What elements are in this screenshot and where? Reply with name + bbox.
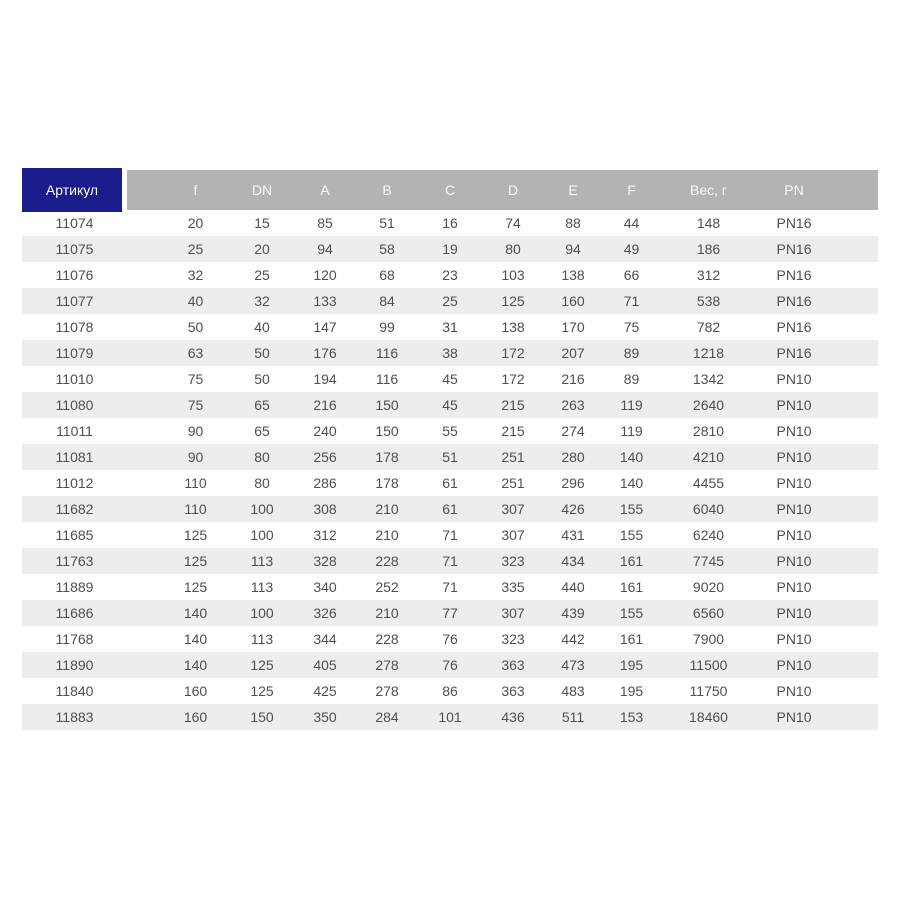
cell-article: 11077 bbox=[55, 293, 94, 309]
cell-f-cap: 140 bbox=[619, 449, 644, 465]
cell-a: 85 bbox=[317, 215, 333, 231]
cell-weight: 782 bbox=[696, 319, 721, 335]
cell-f: 110 bbox=[184, 475, 207, 491]
cell-article: 11685 bbox=[55, 527, 94, 543]
cell-f-cap: 155 bbox=[619, 605, 644, 621]
cell-dn: 15 bbox=[254, 215, 270, 231]
cell-d: 335 bbox=[501, 579, 525, 595]
cell-e: 431 bbox=[561, 527, 585, 543]
cell-a: 94 bbox=[317, 241, 333, 257]
cell-article: 11079 bbox=[55, 345, 94, 361]
cell-e: 207 bbox=[561, 345, 585, 361]
col-header-f: f bbox=[127, 170, 230, 210]
cell-c: 71 bbox=[442, 553, 458, 569]
cell-a: 405 bbox=[313, 657, 337, 673]
cell-pn: PN10 bbox=[776, 709, 812, 725]
cell-pn: PN10 bbox=[776, 631, 812, 647]
cell-f: 90 bbox=[187, 423, 204, 439]
cell-b: 178 bbox=[375, 475, 399, 491]
cell-e: 274 bbox=[561, 423, 585, 439]
cell-dn: 113 bbox=[250, 553, 274, 569]
cell-f: 63 bbox=[187, 345, 204, 361]
col-header-f-cap: F bbox=[602, 170, 661, 210]
cell-f: 110 bbox=[184, 501, 207, 517]
cell-dn: 20 bbox=[254, 241, 270, 257]
cell-e: 473 bbox=[561, 657, 585, 673]
cell-c: 61 bbox=[442, 501, 458, 517]
cell-dn: 125 bbox=[250, 683, 274, 699]
cell-f: 160 bbox=[183, 709, 208, 725]
cell-c: 25 bbox=[442, 293, 458, 309]
cell-e: 94 bbox=[565, 241, 581, 257]
cell-pn: PN16 bbox=[776, 215, 812, 231]
cell-pn: PN10 bbox=[776, 553, 812, 569]
cell-c: 23 bbox=[442, 267, 458, 283]
cell-f: 75 bbox=[187, 371, 204, 387]
cell-d: 363 bbox=[501, 683, 525, 699]
col-header-e: E bbox=[544, 170, 602, 210]
cell-c: 76 bbox=[442, 631, 458, 647]
cell-dn: 80 bbox=[254, 475, 270, 491]
cell-weight: 2810 bbox=[692, 423, 725, 439]
cell-f-cap: 153 bbox=[619, 709, 644, 725]
table-row bbox=[22, 236, 878, 262]
cell-pn: PN16 bbox=[776, 345, 812, 361]
cell-article: 11763 bbox=[55, 553, 94, 569]
cell-weight: 4210 bbox=[692, 449, 725, 465]
col-header-pn: PN bbox=[756, 170, 878, 210]
cell-a: 133 bbox=[313, 293, 337, 309]
cell-weight: 538 bbox=[696, 293, 721, 309]
cell-f-cap: 195 bbox=[619, 683, 644, 699]
cell-b: 210 bbox=[375, 527, 399, 543]
header-row bbox=[22, 170, 878, 210]
cell-dn: 100 bbox=[250, 501, 274, 517]
cell-dn: 125 bbox=[250, 657, 274, 673]
cell-article: 11840 bbox=[55, 683, 94, 699]
cell-f: 25 bbox=[187, 241, 204, 257]
cell-dn: 25 bbox=[254, 267, 270, 283]
cell-b: 278 bbox=[375, 683, 399, 699]
cell-pn: PN16 bbox=[776, 267, 812, 283]
cell-a: 120 bbox=[313, 267, 337, 283]
cell-weight: 312 bbox=[696, 267, 721, 283]
cell-pn: PN10 bbox=[776, 683, 812, 699]
cell-c: 45 bbox=[442, 371, 458, 387]
table-row bbox=[22, 340, 878, 366]
cell-dn: 113 bbox=[250, 579, 274, 595]
cell-pn: PN10 bbox=[776, 501, 812, 517]
cell-weight: 4455 bbox=[692, 475, 725, 491]
cell-c: 31 bbox=[442, 319, 458, 335]
table-row bbox=[22, 418, 878, 444]
cell-weight: 7745 bbox=[692, 553, 725, 569]
cell-f: 140 bbox=[183, 657, 208, 673]
cell-f: 40 bbox=[187, 293, 204, 309]
cell-a: 350 bbox=[313, 709, 337, 725]
table-row bbox=[22, 704, 878, 730]
table-row bbox=[22, 444, 878, 470]
cell-b: 51 bbox=[379, 215, 395, 231]
cell-b: 178 bbox=[375, 449, 399, 465]
cell-f: 160 bbox=[183, 683, 208, 699]
cell-d: 80 bbox=[505, 241, 521, 257]
cell-a: 176 bbox=[313, 345, 337, 361]
cell-d: 307 bbox=[501, 527, 525, 543]
cell-c: 77 bbox=[442, 605, 458, 621]
cell-a: 216 bbox=[313, 397, 337, 413]
cell-e: 160 bbox=[561, 293, 585, 309]
table-row bbox=[22, 522, 878, 548]
cell-pn: PN16 bbox=[776, 319, 812, 335]
cell-article: 11078 bbox=[55, 319, 94, 335]
cell-dn: 32 bbox=[254, 293, 270, 309]
cell-weight: 18460 bbox=[689, 709, 728, 725]
cell-d: 251 bbox=[501, 449, 525, 465]
cell-c: 86 bbox=[442, 683, 458, 699]
cell-d: 125 bbox=[501, 293, 525, 309]
cell-c: 19 bbox=[442, 241, 458, 257]
cell-c: 71 bbox=[442, 579, 458, 595]
cell-d: 215 bbox=[501, 397, 525, 413]
cell-f: 32 bbox=[187, 267, 204, 283]
cell-weight: 1342 bbox=[692, 371, 725, 387]
cell-pn: PN10 bbox=[776, 527, 812, 543]
cell-weight: 11750 bbox=[689, 683, 728, 699]
cell-dn: 100 bbox=[250, 527, 274, 543]
cell-weight: 6560 bbox=[692, 605, 725, 621]
cell-article: 11682 bbox=[55, 501, 94, 517]
cell-weight: 6040 bbox=[692, 501, 725, 517]
table-row bbox=[22, 392, 878, 418]
col-header-article bbox=[22, 170, 127, 210]
cell-b: 252 bbox=[375, 579, 399, 595]
cell-dn: 40 bbox=[254, 319, 270, 335]
col-header-a: A bbox=[294, 170, 356, 210]
cell-f-cap: 161 bbox=[619, 631, 644, 647]
cell-article: 11012 bbox=[55, 475, 94, 491]
cell-article: 11686 bbox=[55, 605, 94, 621]
cell-c: 76 bbox=[442, 657, 458, 673]
col-header-weight: Вес, г bbox=[661, 170, 756, 210]
cell-f: 140 bbox=[183, 631, 208, 647]
cell-pn: PN16 bbox=[776, 293, 812, 309]
cell-article: 11883 bbox=[55, 709, 94, 725]
col-header-d: D bbox=[482, 170, 544, 210]
cell-f-cap: 89 bbox=[623, 371, 640, 387]
cell-c: 71 bbox=[442, 527, 458, 543]
col-header-c: C bbox=[418, 170, 482, 210]
table-row bbox=[22, 210, 878, 236]
cell-a: 308 bbox=[313, 501, 337, 517]
cell-dn: 65 bbox=[254, 423, 270, 439]
cell-e: 426 bbox=[561, 501, 585, 517]
cell-article: 11075 bbox=[55, 241, 94, 257]
cell-e: 280 bbox=[561, 449, 585, 465]
cell-article: 11080 bbox=[55, 397, 94, 413]
cell-a: 240 bbox=[313, 423, 337, 439]
cell-dn: 113 bbox=[250, 631, 274, 647]
cell-f-cap: 155 bbox=[619, 501, 644, 517]
cell-weight: 2640 bbox=[692, 397, 725, 413]
cell-e: 442 bbox=[561, 631, 585, 647]
cell-e: 439 bbox=[561, 605, 585, 621]
cell-d: 172 bbox=[501, 371, 525, 387]
cell-d: 307 bbox=[501, 605, 525, 621]
cell-c: 55 bbox=[442, 423, 458, 439]
cell-e: 263 bbox=[561, 397, 585, 413]
cell-f-cap: 49 bbox=[623, 241, 640, 257]
table-row bbox=[22, 548, 878, 574]
cell-article: 11076 bbox=[55, 267, 94, 283]
cell-a: 286 bbox=[313, 475, 337, 491]
cell-c: 38 bbox=[442, 345, 458, 361]
cell-f-cap: 71 bbox=[623, 293, 640, 309]
cell-article: 11011 bbox=[56, 423, 93, 439]
cell-d: 363 bbox=[501, 657, 525, 673]
cell-dn: 80 bbox=[254, 449, 270, 465]
cell-a: 425 bbox=[313, 683, 337, 699]
cell-b: 150 bbox=[375, 423, 399, 439]
cell-a: 256 bbox=[313, 449, 337, 465]
table-row bbox=[22, 288, 878, 314]
cell-f: 125 bbox=[183, 553, 208, 569]
cell-pn: PN10 bbox=[776, 371, 812, 387]
cell-e: 483 bbox=[561, 683, 585, 699]
table-row bbox=[22, 626, 878, 652]
cell-b: 284 bbox=[375, 709, 399, 725]
cell-f-cap: 161 bbox=[619, 553, 644, 569]
cell-weight: 11500 bbox=[689, 657, 728, 673]
cell-dn: 150 bbox=[250, 709, 274, 725]
cell-f-cap: 89 bbox=[623, 345, 640, 361]
cell-dn: 65 bbox=[254, 397, 270, 413]
table-row bbox=[22, 678, 878, 704]
table-row bbox=[22, 574, 878, 600]
cell-f: 140 bbox=[183, 605, 208, 621]
cell-b: 68 bbox=[379, 267, 395, 283]
cell-weight: 186 bbox=[696, 241, 721, 257]
cell-d: 436 bbox=[501, 709, 525, 725]
cell-weight: 9020 bbox=[692, 579, 725, 595]
table-body bbox=[22, 210, 878, 730]
cell-article: 11010 bbox=[55, 371, 94, 387]
cell-d: 323 bbox=[501, 553, 525, 569]
cell-article: 11074 bbox=[55, 215, 94, 231]
cell-b: 99 bbox=[379, 319, 395, 335]
cell-d: 307 bbox=[501, 501, 525, 517]
cell-e: 138 bbox=[561, 267, 585, 283]
cell-d: 323 bbox=[501, 631, 525, 647]
cell-e: 511 bbox=[561, 709, 585, 725]
cell-c: 45 bbox=[442, 397, 458, 413]
cell-dn: 100 bbox=[250, 605, 274, 621]
cell-f-cap: 119 bbox=[620, 397, 643, 413]
cell-article: 11768 bbox=[55, 631, 94, 647]
cell-e: 88 bbox=[565, 215, 581, 231]
table-row bbox=[22, 366, 878, 392]
cell-f: 50 bbox=[187, 319, 204, 335]
cell-b: 116 bbox=[375, 371, 399, 387]
cell-c: 101 bbox=[438, 709, 462, 725]
cell-a: 147 bbox=[313, 319, 337, 335]
cell-e: 170 bbox=[561, 319, 585, 335]
table-row bbox=[22, 314, 878, 340]
col-header-dn: DN bbox=[230, 170, 294, 210]
spec-table bbox=[22, 170, 878, 730]
cell-f: 125 bbox=[183, 579, 208, 595]
cell-e: 440 bbox=[561, 579, 585, 595]
cell-dn: 50 bbox=[254, 345, 270, 361]
cell-b: 278 bbox=[375, 657, 399, 673]
table-row bbox=[22, 652, 878, 678]
cell-a: 326 bbox=[313, 605, 337, 621]
col-header-b: B bbox=[356, 170, 418, 210]
cell-b: 150 bbox=[375, 397, 399, 413]
cell-f-cap: 44 bbox=[623, 215, 640, 231]
cell-f-cap: 119 bbox=[620, 423, 643, 439]
cell-f-cap: 195 bbox=[619, 657, 644, 673]
spec-table-container bbox=[22, 170, 878, 730]
cell-c: 61 bbox=[442, 475, 458, 491]
cell-f: 125 bbox=[183, 527, 208, 543]
article-header-badge: Артикул bbox=[22, 168, 122, 212]
table-row bbox=[22, 470, 878, 496]
cell-pn: PN10 bbox=[776, 449, 812, 465]
cell-b: 228 bbox=[375, 631, 399, 647]
cell-pn: PN10 bbox=[776, 475, 812, 491]
table-header bbox=[22, 170, 878, 210]
cell-f: 20 bbox=[187, 215, 204, 231]
cell-b: 84 bbox=[379, 293, 395, 309]
table-row bbox=[22, 496, 878, 522]
cell-a: 312 bbox=[313, 527, 337, 543]
cell-d: 172 bbox=[501, 345, 525, 361]
cell-f-cap: 66 bbox=[623, 267, 640, 283]
cell-f-cap: 161 bbox=[619, 579, 644, 595]
cell-f: 90 bbox=[187, 449, 204, 465]
cell-article: 11890 bbox=[55, 657, 94, 673]
cell-a: 340 bbox=[313, 579, 337, 595]
cell-a: 344 bbox=[313, 631, 337, 647]
cell-b: 116 bbox=[375, 345, 399, 361]
cell-f-cap: 140 bbox=[619, 475, 644, 491]
cell-dn: 50 bbox=[254, 371, 270, 387]
cell-d: 138 bbox=[501, 319, 525, 335]
cell-b: 228 bbox=[375, 553, 399, 569]
cell-pn: PN10 bbox=[776, 423, 812, 439]
cell-e: 296 bbox=[561, 475, 585, 491]
cell-pn: PN10 bbox=[776, 579, 812, 595]
cell-e: 216 bbox=[561, 371, 585, 387]
cell-weight: 7900 bbox=[692, 631, 725, 647]
table-row bbox=[22, 600, 878, 626]
cell-f-cap: 75 bbox=[623, 319, 640, 335]
cell-b: 210 bbox=[375, 605, 399, 621]
cell-d: 251 bbox=[501, 475, 525, 491]
cell-f: 75 bbox=[187, 397, 204, 413]
cell-weight: 6240 bbox=[692, 527, 725, 543]
cell-weight: 148 bbox=[696, 215, 721, 231]
cell-a: 194 bbox=[313, 371, 337, 387]
cell-pn: PN16 bbox=[776, 241, 812, 257]
cell-article: 11889 bbox=[55, 579, 94, 595]
cell-b: 210 bbox=[375, 501, 399, 517]
cell-b: 58 bbox=[379, 241, 395, 257]
cell-a: 328 bbox=[313, 553, 337, 569]
cell-article: 11081 bbox=[55, 449, 94, 465]
cell-pn: PN10 bbox=[776, 657, 812, 673]
cell-d: 215 bbox=[501, 423, 525, 439]
cell-c: 51 bbox=[442, 449, 458, 465]
cell-e: 434 bbox=[561, 553, 585, 569]
cell-d: 74 bbox=[505, 215, 521, 231]
cell-weight: 1218 bbox=[692, 345, 725, 361]
cell-pn: PN10 bbox=[776, 397, 812, 413]
cell-d: 103 bbox=[501, 267, 525, 283]
cell-c: 16 bbox=[442, 215, 458, 231]
cell-pn: PN10 bbox=[776, 605, 812, 621]
table-row bbox=[22, 262, 878, 288]
cell-f-cap: 155 bbox=[619, 527, 644, 543]
